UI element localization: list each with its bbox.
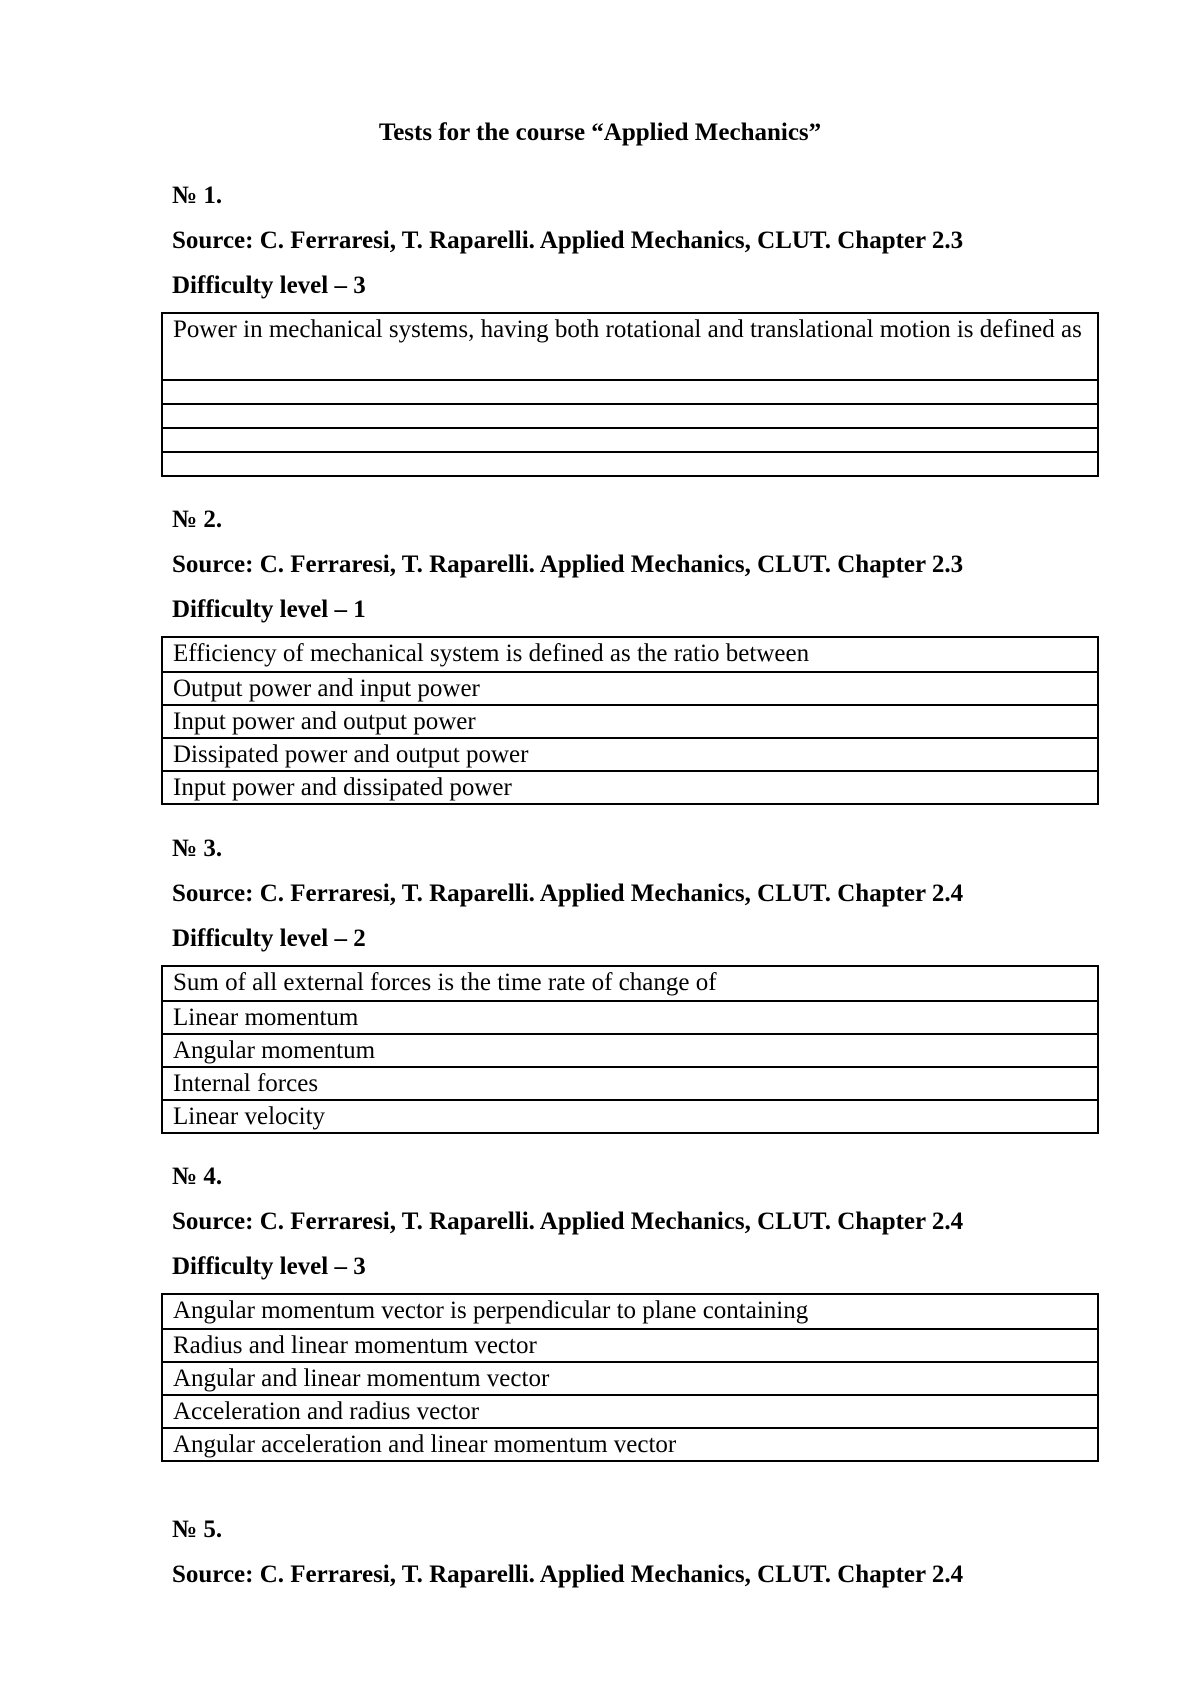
test-block-2 — [172, 505, 1110, 805]
answer-option-3: Acceleration and radius vector — [162, 1395, 1098, 1428]
answer-option-1: Output power and input power — [162, 672, 1098, 705]
answer-option-4 — [162, 452, 1098, 476]
question-table — [161, 1293, 1099, 1462]
test-number: № 2. — [172, 506, 223, 533]
question-text: Angular momentum vector is perpendicular to plane containing — [162, 1294, 1098, 1329]
answer-option-1: Radius and linear momentum vector — [162, 1329, 1098, 1362]
answer-option-3 — [162, 428, 1098, 452]
test-source: Source: C. Ferraresi, T. Raparelli. Applied Mechanics, CLUT. Chapter 2.3 — [172, 227, 964, 254]
answer-option-3: Internal forces — [162, 1067, 1098, 1100]
test-block-5 — [172, 1515, 1110, 1605]
test-block-3 — [172, 834, 1110, 1134]
document-title: Tests for the course “Applied Mechanics” — [378, 119, 822, 146]
question-text: Efficiency of mechanical system is defined as the ratio between — [162, 637, 1098, 672]
test-number: № 1. — [172, 182, 223, 209]
test-source: Source: C. Ferraresi, T. Raparelli. Applied Mechanics, CLUT. Chapter 2.4 — [172, 1208, 964, 1235]
test-difficulty: Difficulty level – 3 — [172, 272, 366, 299]
test-difficulty: Difficulty level – 2 — [172, 925, 366, 952]
test-source: Source: C. Ferraresi, T. Raparelli. Applied Mechanics, CLUT. Chapter 2.4 — [172, 1561, 964, 1588]
test-number: № 3. — [172, 835, 223, 862]
test-block-4 — [172, 1162, 1110, 1462]
question-text: Sum of all external forces is the time rate of change of — [162, 966, 1098, 1001]
test-source: Source: C. Ferraresi, T. Raparelli. Applied Mechanics, CLUT. Chapter 2.3 — [172, 551, 964, 578]
test-number: № 4. — [172, 1163, 223, 1190]
answer-option-2 — [162, 404, 1098, 428]
test-source: Source: C. Ferraresi, T. Raparelli. Applied Mechanics, CLUT. Chapter 2.4 — [172, 880, 964, 907]
answer-option-2: Angular and linear momentum vector — [162, 1362, 1098, 1395]
answer-option-4: Input power and dissipated power — [162, 771, 1098, 804]
test-difficulty: Difficulty level – 3 — [172, 1253, 366, 1280]
question-table — [161, 312, 1099, 477]
answer-option-4: Linear velocity — [162, 1100, 1098, 1133]
test-block-1 — [172, 181, 1110, 477]
test-number: № 5. — [172, 1516, 223, 1543]
question-text: Power in mechanical systems, having both rotational and translational motion is defined as — [162, 313, 1098, 380]
answer-option-1 — [162, 380, 1098, 404]
answer-option-2: Input power and output power — [162, 705, 1098, 738]
question-table — [161, 636, 1099, 805]
answer-option-2: Angular momentum — [162, 1034, 1098, 1067]
question-table — [161, 965, 1099, 1134]
answer-option-1: Linear momentum — [162, 1001, 1098, 1034]
answer-option-4: Angular acceleration and linear momentum vector — [162, 1428, 1098, 1461]
answer-option-3: Dissipated power and output power — [162, 738, 1098, 771]
test-difficulty: Difficulty level – 1 — [172, 596, 366, 623]
